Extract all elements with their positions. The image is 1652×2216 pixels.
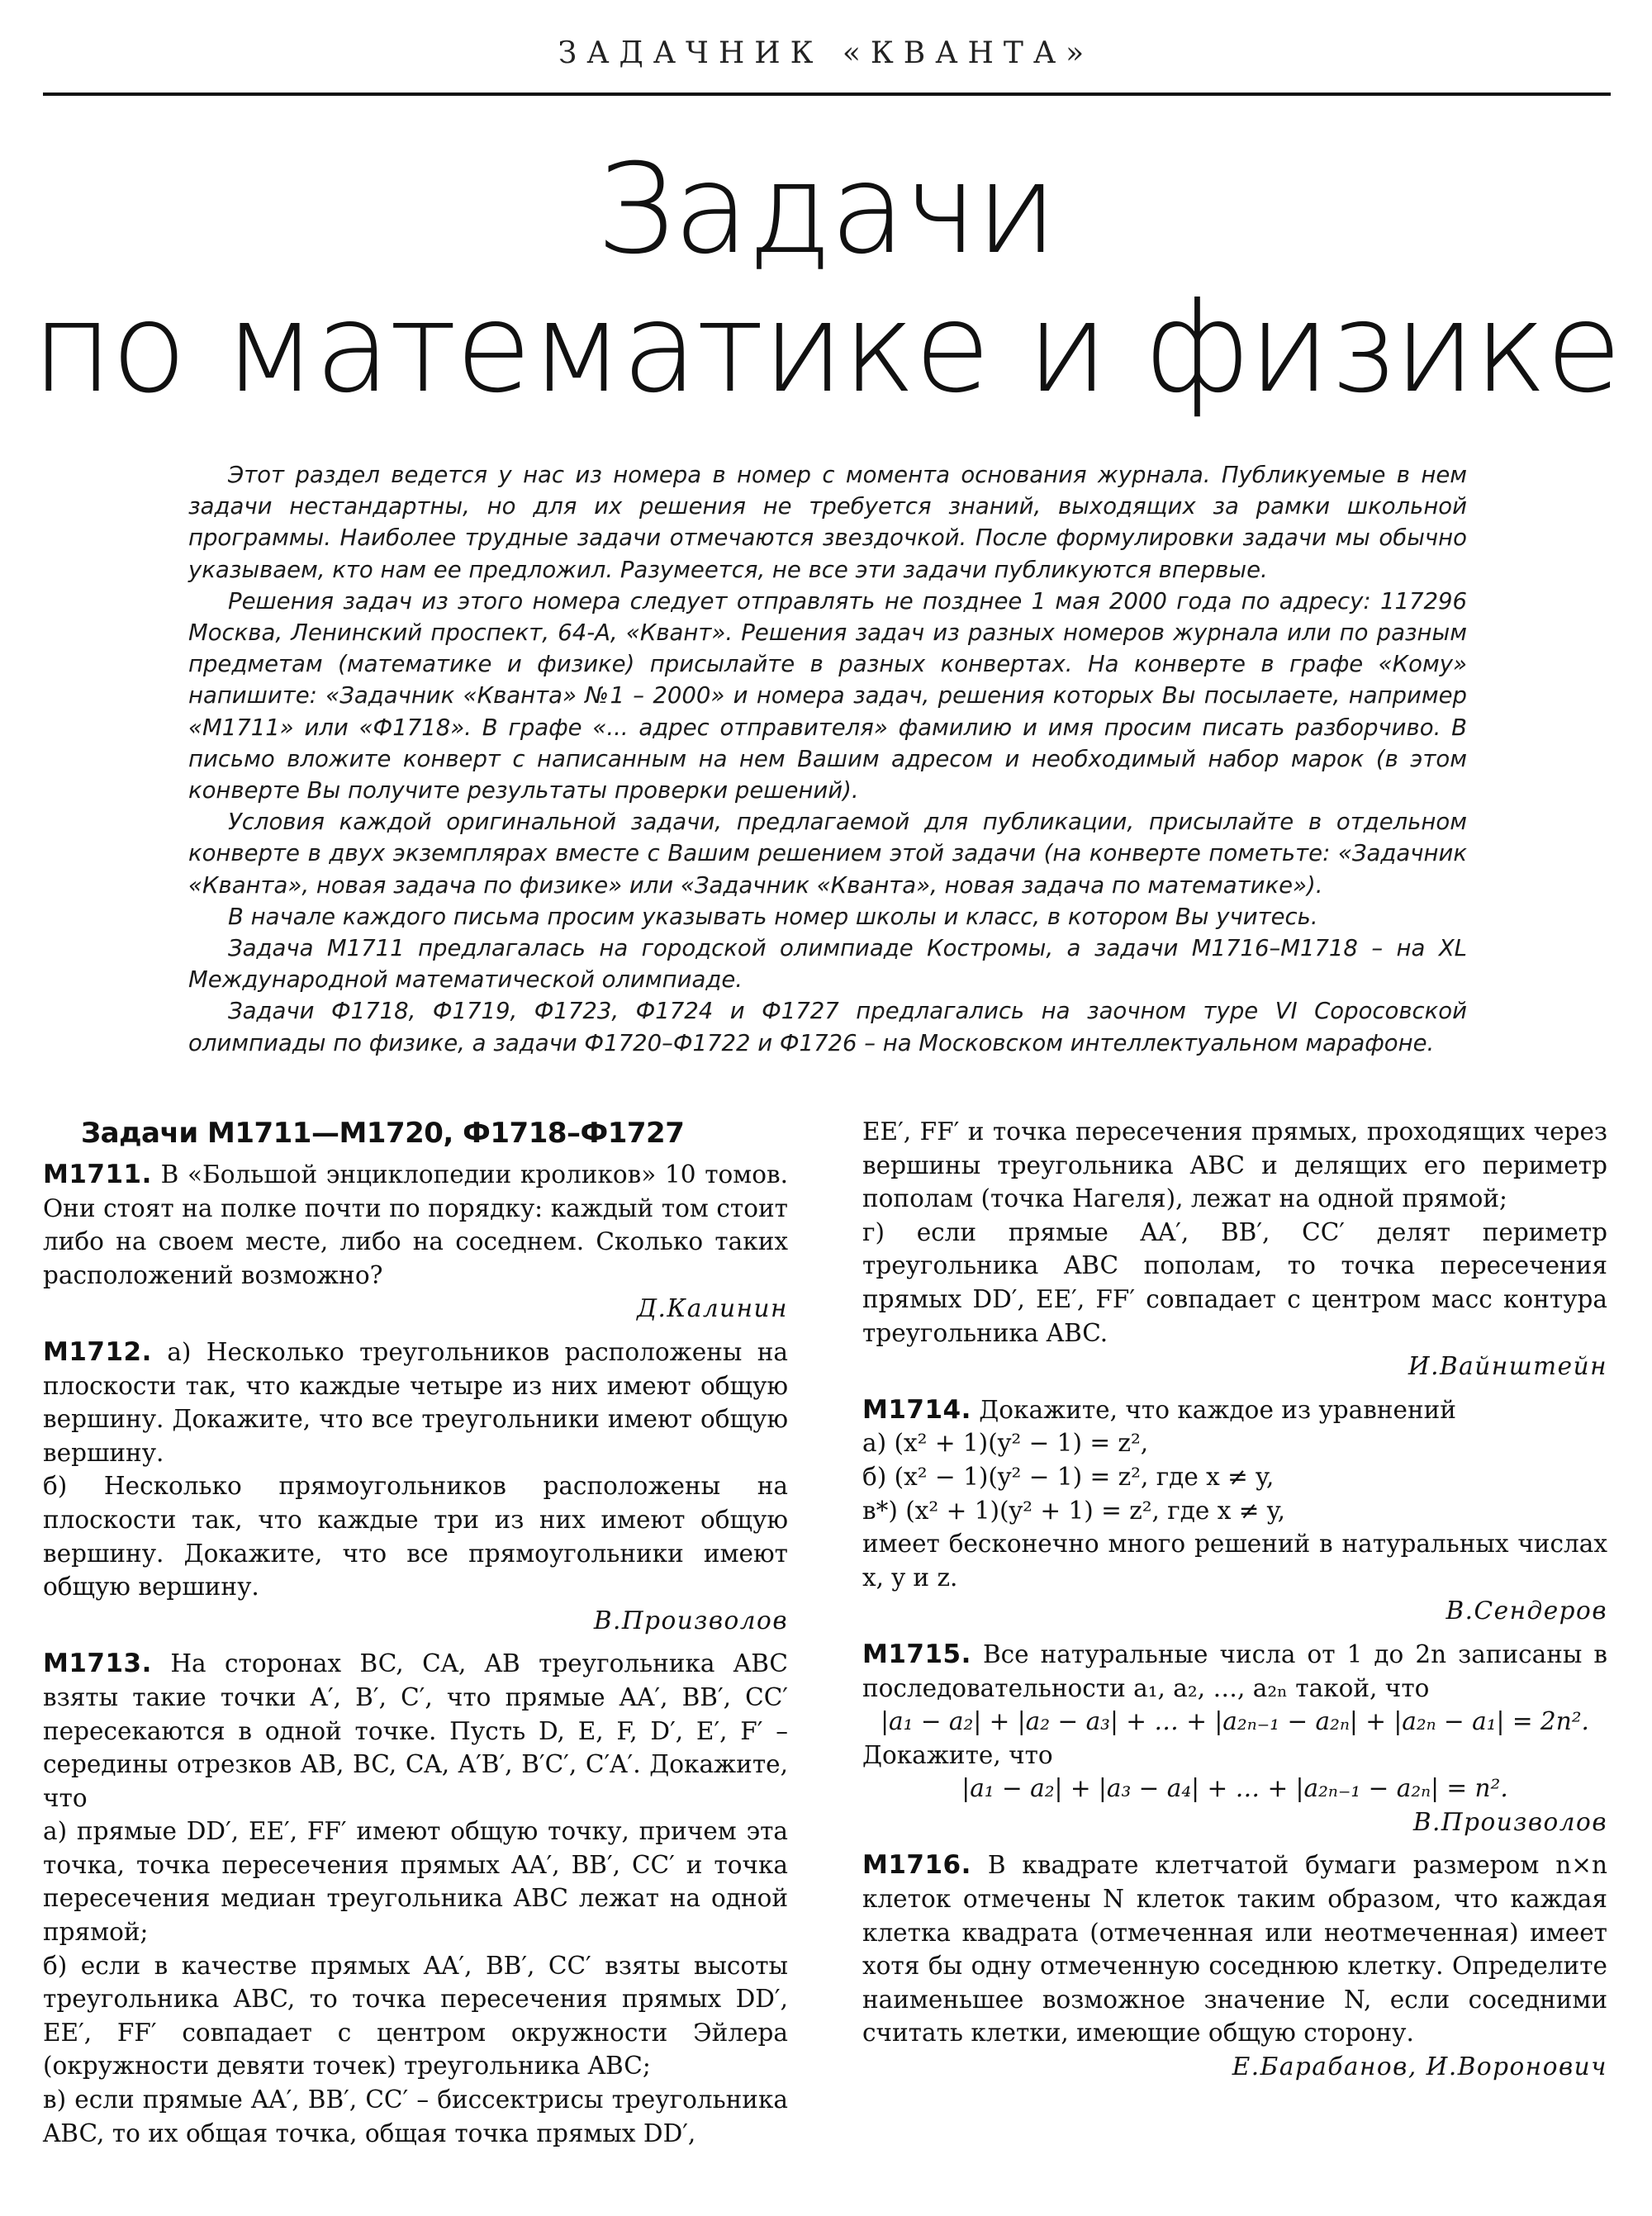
intro-paragraph: Условия каждой оригинальной задачи, предлагаемой для публикации, присылайте в отдельном конверте в двух экземплярах вместе с Вашим решением этой задачи (на конверте пометьте: «Задачник «Кванта», новая задача по физике» или «Задачник «Кванта», новая задача по математике»). [188, 809, 1467, 899]
problem-part-v-continued: EE′, FF′ и точка пересечения прямых, проходящих через вершины треугольника ABC и делящих его периметр пополам (точка Нагеля), лежат на одной прямой; [862, 1117, 1607, 1213]
problem-text: Все натуральные числа от 1 до 2n записаны в последовательности a₁, a₂, …, a₂ₙ такой, что [862, 1639, 1607, 1702]
intro-text [188, 459, 1467, 1059]
intro-paragraph: Решения задач из этого номера следует отправлять не позднее 1 мая 2000 года по адресу: 117296 Москва, Ленинский проспект, 64-А, «Квант». Решения задач из разных номеров журнала или по разным предметам (математике и физике) присылайте в разных конвертах. На конверте в графе «Кому» напишите: «Задачник «Кванта» №1 – 2000» и номера задач, решения которых Вы посылаете, например «М1711» или «Ф1718». В графе «... адрес отправителя» фамилию и имя просим писать разборчиво. В письмо вложите конверт с написанным на нем Вашим адресом и необходимый набор марок (в этом конверте Вы получите результаты проверки решений). [188, 587, 1467, 804]
problem-part-g: г) если прямые AA′, BB′, CC′ делят периметр треугольника ABC пополам, то точка пересечения прямых DD′, EE′, FF′ совпадает с центром масс контура треугольника ABC. [862, 1217, 1607, 1347]
header-divider [43, 93, 1611, 96]
problem-number: М1716. [862, 1850, 971, 1881]
equation-b: б) (x² − 1)(y² − 1) = z², где x ≠ y, [862, 1462, 1275, 1491]
formula-sum-condition: |a₁ − a₂| + |a₂ − a₃| + … + |a₂ₙ₋₁ − a₂ₙ| + |a₂ₙ − a₁| = 2n². [881, 1707, 1589, 1736]
problem-part-b: б) Несколько прямоугольников расположены на плоскости так, что каждые три из них имеют общую вершину. Докажите, что все прямоугольники имеют общую вершину. [43, 1472, 788, 1601]
problem-author: И.Вайнштейн [1408, 1352, 1607, 1381]
problem-m1714 [862, 1393, 1607, 1628]
problem-author: В.Сендеров [1446, 1597, 1607, 1625]
problem-part-v: в) если прямые AA′, BB′, CC′ – биссектрисы треугольника ABC, то их общая точка, общая точка прямых DD′, [43, 2086, 788, 2147]
problem-number: М1713. [43, 1649, 152, 1679]
problem-part-a: а) прямые DD′, EE′, FF′ имеют общую точку, причем эта точка, точка пересечения прямых AA′, BB′, CC′ и точка пересечения медиан треугольника ABC лежат на одной прямой; [43, 1817, 788, 1947]
problem-number: М1714. [862, 1394, 971, 1425]
problem-author: В.Произволов [1412, 1807, 1607, 1836]
intro-paragraph: Задача М1711 предлагалась на городской олимпиаде Костромы, а задачи М1716–М1718 – на XL Международной математической олимпиаде. [188, 935, 1467, 994]
problem-m1712 [43, 1336, 788, 1637]
problem-number: М1715. [862, 1639, 971, 1669]
page-title [0, 140, 1652, 418]
problem-author: Д.Калинин [637, 1294, 788, 1323]
problem-text: В квадрате клетчатой бумаги размером n×n клеток отмечены N клеток таким образом, что каждая клетка квадрата (отмеченная или неотмеченная) имеет хотя бы одну отмеченную соседнюю клетку. Определите наименьшее возможное значение N, если соседними считать клетки, имеющие общую сторону. [862, 1851, 1607, 2048]
problem-text: имеет бесконечно много решений в натуральных числах x, y и z. [862, 1530, 1607, 1592]
problem-text: Докажите, что [862, 1740, 1053, 1769]
problem-text: Докажите, что каждое из уравнений [979, 1395, 1456, 1424]
equation-a: а) (x² + 1)(y² − 1) = z², [862, 1429, 1149, 1458]
problem-number: М1712. [43, 1336, 152, 1367]
problem-author: Е.Барабанов, И.Воронович [1232, 2052, 1607, 2081]
page-title-line-2: по математике и физике [31, 277, 1621, 420]
equation-v: в*) (x² + 1)(y² + 1) = z², где x ≠ y, [862, 1496, 1286, 1525]
section-label: ЗАДАЧНИК «КВАНТА» [558, 36, 1094, 70]
problem-author: В.Произволов [593, 1606, 788, 1635]
problem-part-b: б) если в качестве прямых AA′, BB′, CC′ взяты высоты треугольника ABC, то точка пересечения прямых DD′, EE′, FF′ совпадает с центром окружности Эйлера (окружности девяти точек) треугольника ABC; [43, 1951, 788, 2081]
problem-m1715 [862, 1638, 1607, 1839]
problem-text: На сторонах BC, CA, AB треугольника ABC взяты такие точки A′, B′, C′, что прямые AA′, BB′, CC′ пересекаются в одной точке. Пусть D, E, F, D′, E′, F′ – середины отрезков AB, BC, CA, A′B′, B′C′, C′A′. Докажите, что [43, 1649, 788, 1812]
formula-sum-claim: |a₁ − a₂| + |a₃ − a₄| + … + |a₂ₙ₋₁ − a₂ₙ| = n². [961, 1774, 1508, 1803]
problem-part-a: а) Несколько треугольников расположены на плоскости так, что каждые четыре из них имеют общую вершину. Докажите, что все треугольники имеют общую вершину. [43, 1337, 788, 1467]
problem-m1711 [43, 1158, 788, 1326]
problem-number: М1711. [43, 1160, 152, 1189]
intro-paragraph: Задачи Ф1718, Ф1719, Ф1723, Ф1724 и Ф1727 предлагались на заочном туре VI Соросовской олимпиады по физике, а задачи Ф1720–Ф1722 и Ф1726 – на Московском интеллектуальном марафоне. [188, 998, 1467, 1056]
right-column [862, 1115, 1607, 2094]
left-column [43, 1115, 788, 2160]
problem-text: В «Большой энциклопедии кроликов» 10 томов. Они стоят на полке почти по порядку: каждый том стоит либо на своем месте, либо на соседнем. Сколько таких расположений возможно? [43, 1160, 788, 1289]
problems-heading: Задачи М1711—М1720, Ф1718–Ф1727 [81, 1117, 685, 1150]
problem-m1713 [43, 1647, 788, 2150]
intro-paragraph: В начале каждого письма просим указывать номер школы и класс, в котором Вы учитесь. [228, 903, 1318, 930]
problem-m1716 [862, 1848, 1607, 2083]
intro-paragraph: Этот раздел ведется у нас из номера в номер с момента основания журнала. Публикуемые в нем задачи нестандартны, но для их решения не требуется знаний, выходящих за рамки школьной программы. Наиболее трудные задачи отмечаются звездочкой. После формулировки задачи мы обычно указываем, кто нам ее предложил. Разумеется, не все эти задачи публикуются впервые. [188, 462, 1467, 583]
page-title-line-1: Задачи [596, 138, 1056, 282]
problem-m1713-continued [862, 1115, 1607, 1383]
